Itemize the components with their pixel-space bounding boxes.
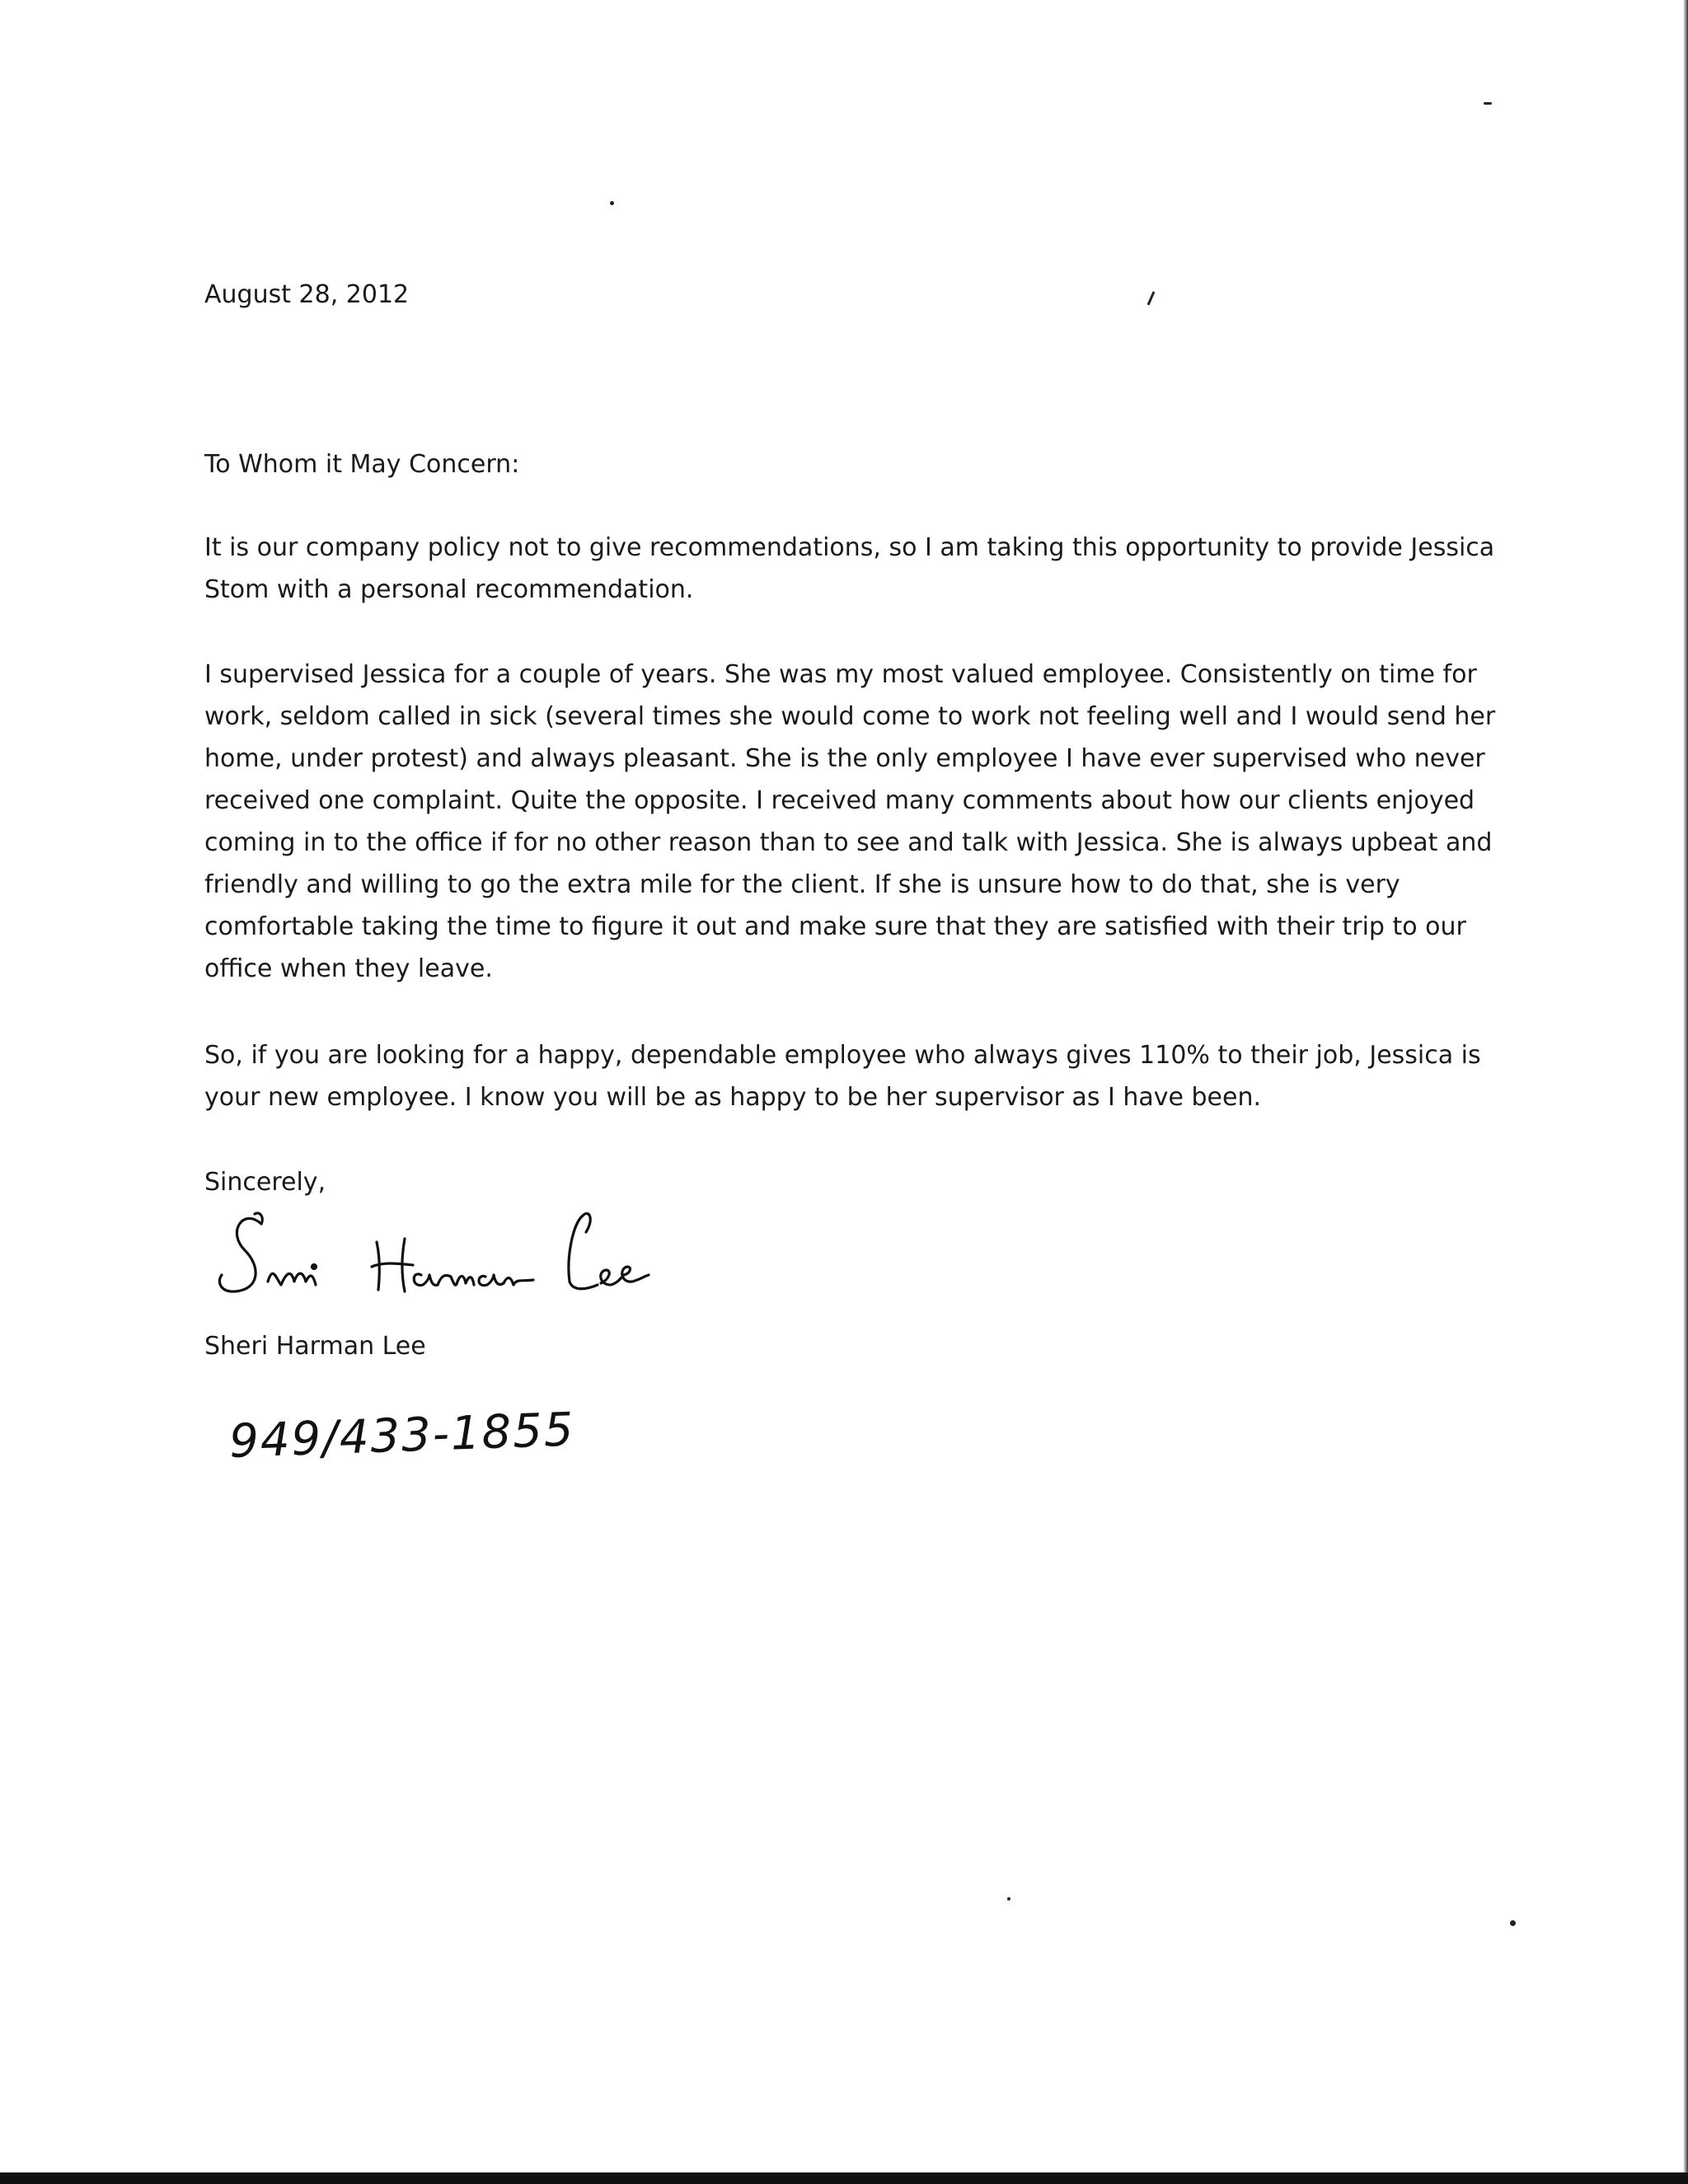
scan-edge-bottom	[0, 2172, 1688, 2184]
handwritten-signature	[210, 1199, 738, 1306]
paragraph-line: received one complaint. Quite the opposite. I received many comments about how our clients enjoyed	[204, 786, 1475, 815]
paragraph-line: your new employee. I know you will be as happy to be her supervisor as I have been.	[204, 1083, 1262, 1112]
letter-date: August 28, 2012	[204, 280, 410, 309]
scan-speck	[610, 201, 614, 205]
paragraph-line: office when they leave.	[204, 954, 493, 983]
handwritten-phone-text: 949/433-1855	[228, 1403, 576, 1469]
handwritten-phone	[223, 1393, 576, 1475]
letter-paragraph-3	[204, 1034, 1490, 1118]
paragraph-line: comfortable taking the time to figure it out and make sure that they are satisfied with their trip to our	[204, 912, 1466, 941]
letter-paragraph-2	[204, 654, 1496, 990]
letter-salutation: To Whom it May Concern:	[204, 450, 520, 479]
paragraph-line: It is our company policy not to give recommendations, so I am taking this opportunity to provide Jessica	[204, 533, 1495, 562]
paragraph-line: Stom with a personal recommendation.	[204, 575, 694, 604]
paragraph-line: home, under protest) and always pleasant. She is the only employee I have ever supervised who never	[204, 744, 1485, 773]
paragraph-line: work, seldom called in sick (several times she would come to work not feeling well and I would send her	[204, 702, 1496, 731]
paragraph-line: friendly and willing to go the extra mile for the client. If she is unsure how to do that, she is very	[204, 870, 1400, 899]
signer-name: Sheri Harman Lee	[204, 1332, 426, 1361]
scan-speck	[1484, 102, 1492, 105]
paragraph-line: So, if you are looking for a happy, dependable employee who always gives 110% to their job, Jessica is	[204, 1041, 1481, 1070]
scan-speck	[1007, 1897, 1010, 1900]
scan-edge-right	[1683, 0, 1688, 2184]
letter-closing: Sincerely,	[204, 1168, 326, 1197]
letter-paragraph-1	[204, 527, 1495, 611]
paragraph-line: I supervised Jessica for a couple of years. She was my most valued employee. Consistently on time for	[204, 660, 1477, 689]
scan-mark	[1144, 288, 1157, 308]
paragraph-line: coming in to the office if for no other reason than to see and talk with Jessica. She is always upbeat and	[204, 828, 1493, 857]
scan-speck	[1510, 1920, 1516, 1926]
